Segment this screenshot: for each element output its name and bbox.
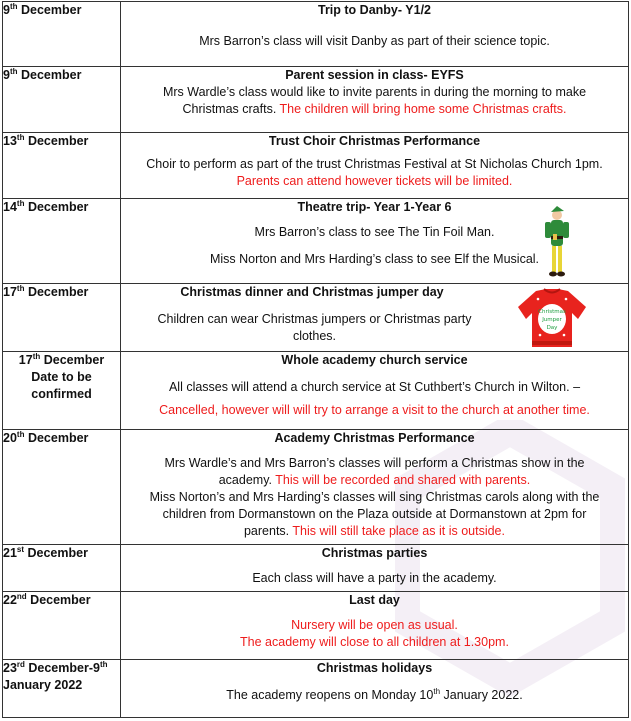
event-line: academy. This will be recorded and shared with parents. [218,473,531,487]
event-date: 23rd December-9th January 2022 [3,660,121,718]
event-date: 17th December Date to be confirmed [3,352,121,430]
table-row [3,133,629,199]
event-date: 21st December [3,545,121,592]
event-line: parents. This will still take place as it is outside. [243,524,505,538]
event-line: clothes. [292,329,337,343]
events-table [2,1,629,718]
event-line: Each class will have a party in the academy. [252,571,497,585]
table-row [3,592,629,660]
jumper-text-1: Christmas [538,309,566,315]
event-title: Academy Christmas Performance [274,431,475,445]
event-details [121,592,629,660]
table-row [3,284,629,352]
event-line: Parents can attend however tickets will be limited. [236,174,513,188]
event-details [121,545,629,592]
event-date: 13th December [3,133,121,199]
event-title: Christmas dinner and Christmas jumper day [180,285,444,299]
event-title: Last day [349,593,400,607]
table-row [3,2,629,67]
jumper-text-3: Day [546,325,558,331]
event-line: Children can wear Christmas jumpers or Christmas party [157,312,472,326]
event-title: Christmas holidays [316,661,433,675]
event-details [121,430,629,545]
jumper-text-2: Jumper [542,317,562,323]
table-row [3,545,629,592]
event-date: 9th December [3,67,121,133]
event-title: Theatre trip- Year 1-Year 6 [297,200,452,214]
table-row [3,67,629,133]
event-details [121,133,629,199]
event-line: All classes will attend a church service at St Cuthbert’s Church in Wilton. – [168,380,581,394]
event-date: 20th December [3,430,121,545]
table-row [3,352,629,430]
event-details [121,660,629,718]
event-details [121,199,629,284]
christmas-jumper-image [516,287,588,349]
event-details [121,352,629,430]
event-date: 22nd December [3,592,121,660]
event-line: Nursery will be open as usual. [291,618,458,632]
event-line: Miss Norton and Mrs Harding’s class to see Elf the Musical. [209,252,540,266]
event-line: Mrs Wardle’s and Mrs Barron’s classes will perform a Christmas show in the [164,456,585,470]
event-line: Mrs Barron’s class to see The Tin Foil Man. [254,225,495,239]
event-line: Miss Norton’s and Mrs Harding’s classes will sing Christmas carols along with the [149,490,600,504]
event-title: Whole academy church service [281,353,468,367]
event-details [121,67,629,133]
event-line: The academy reopens on Monday 10th January 2022. [226,687,523,702]
event-details [121,2,629,67]
table-row [3,430,629,545]
event-line: Christmas crafts. The children will bring home some Christmas crafts. [182,102,567,116]
event-line: Mrs Wardle’s class would like to invite parents in during the morning to make [162,85,587,99]
event-line: children from Dormanstown on the Plaza outside at Dormanstown at 2pm for [162,507,587,521]
event-line: Cancelled, however will will try to arrange a visit to the church at another time. [159,403,590,417]
event-details [121,284,629,352]
event-date: 14th December [3,199,121,284]
event-date: 17th December [3,284,121,352]
event-line: The academy will close to all children at 1.30pm. [240,635,509,649]
event-title: Christmas parties [321,546,428,560]
table-row [3,199,629,284]
table-row [3,660,629,718]
event-line: Choir to perform as part of the trust Christmas Festival at St Nicholas Church 1pm. [146,157,603,171]
event-date: 9th December [3,2,121,67]
event-title: Trust Choir Christmas Performance [268,134,481,148]
event-title: Trip to Danby- Y1/2 [318,3,431,17]
event-title: Parent session in class- EYFS [285,68,464,82]
event-line: Mrs Barron’s class will visit Danby as part of their science topic. [199,34,550,48]
elf-image [542,206,572,278]
